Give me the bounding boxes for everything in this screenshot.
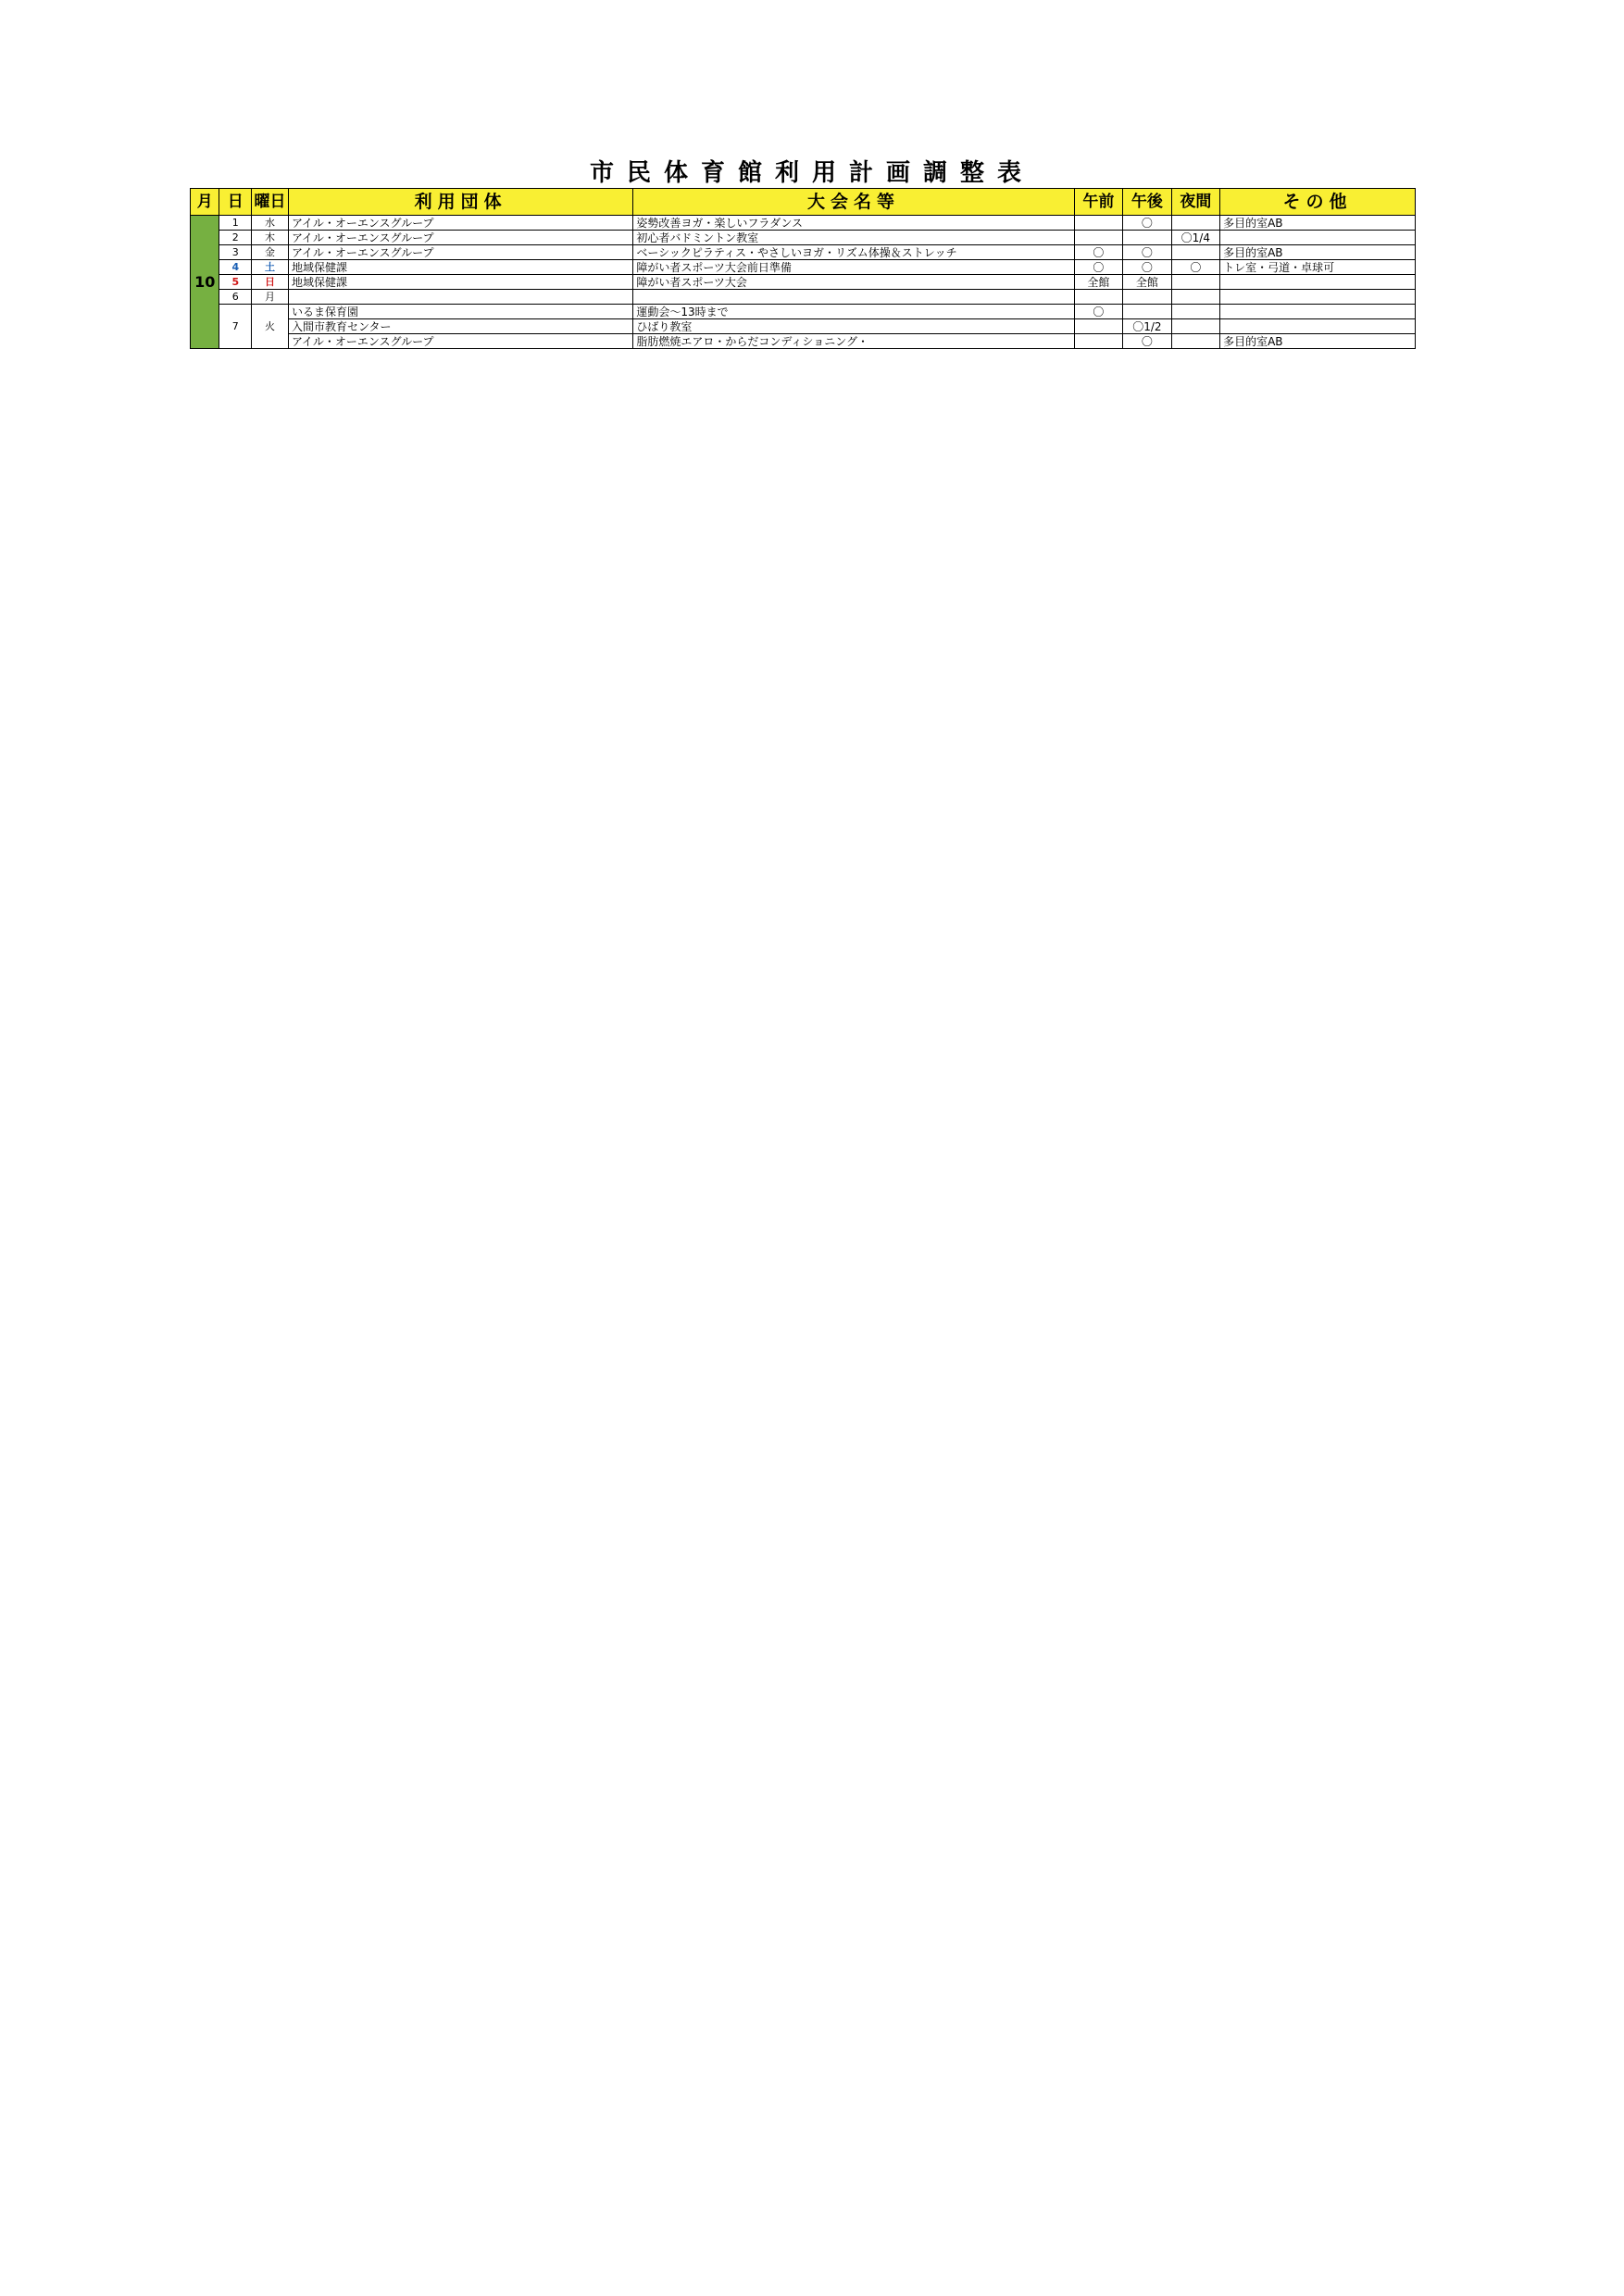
page-title: 市民体育館利用計画調整表 — [589, 159, 1034, 187]
table-row — [191, 216, 1416, 231]
group-cell: 地域保健課 — [288, 275, 632, 290]
am-cell — [1074, 216, 1122, 231]
am-cell: 〇 — [1074, 305, 1122, 319]
pm-cell — [1123, 231, 1171, 245]
pm-cell: 〇 — [1123, 334, 1171, 349]
other-cell: 多目的室AB — [1220, 334, 1416, 349]
day-cell: 4 — [219, 260, 252, 275]
event-cell: 初心者バドミントン教室 — [633, 231, 1074, 245]
event-cell: 運動会～13時まで — [633, 305, 1074, 319]
col-day: 日 — [219, 189, 252, 216]
group-cell: 地域保健課 — [288, 260, 632, 275]
night-cell — [1171, 290, 1219, 305]
col-am: 午前 — [1074, 189, 1122, 216]
night-cell — [1171, 319, 1219, 334]
month-cell: 10 — [191, 216, 219, 349]
day-cell: 2 — [219, 231, 252, 245]
col-other: その他 — [1220, 189, 1416, 216]
col-group: 利用団体 — [288, 189, 632, 216]
pm-cell: 〇 — [1123, 245, 1171, 260]
night-cell: 〇 — [1171, 260, 1219, 275]
group-cell: アイル・オーエンスグループ — [288, 245, 632, 260]
day-cell: 6 — [219, 290, 252, 305]
schedule-table-october — [190, 188, 1416, 349]
table-row — [191, 260, 1416, 275]
event-cell: 障がい者スポーツ大会 — [633, 275, 1074, 290]
table-row — [191, 275, 1416, 290]
day-cell: 7 — [219, 305, 252, 349]
group-cell — [288, 290, 632, 305]
other-cell: トレ室・弓道・卓球可 — [1220, 260, 1416, 275]
night-cell — [1171, 305, 1219, 319]
pm-cell: 全館 — [1123, 275, 1171, 290]
am-cell — [1074, 319, 1122, 334]
day-cell: 5 — [219, 275, 252, 290]
group-cell: いるま保育園 — [288, 305, 632, 319]
night-cell — [1171, 334, 1219, 349]
other-cell — [1220, 231, 1416, 245]
table-row — [191, 319, 1416, 334]
col-night: 夜間 — [1171, 189, 1219, 216]
am-cell — [1074, 290, 1122, 305]
am-cell — [1074, 334, 1122, 349]
night-cell: 〇1/4 — [1171, 231, 1219, 245]
other-cell — [1220, 275, 1416, 290]
night-cell — [1171, 275, 1219, 290]
other-cell — [1220, 290, 1416, 305]
weekday-cell: 土 — [252, 260, 289, 275]
weekday-cell: 金 — [252, 245, 289, 260]
group-cell: アイル・オーエンスグループ — [288, 231, 632, 245]
col-pm: 午後 — [1123, 189, 1171, 216]
col-month: 月 — [191, 189, 219, 216]
am-cell: 全館 — [1074, 275, 1122, 290]
header-row — [191, 189, 1416, 216]
pm-cell: 〇1/2 — [1123, 319, 1171, 334]
weekday-cell: 日 — [252, 275, 289, 290]
other-cell: 多目的室AB — [1220, 216, 1416, 231]
event-cell: 姿勢改善ヨガ・楽しいフラダンス — [633, 216, 1074, 231]
night-cell — [1171, 245, 1219, 260]
weekday-cell: 火 — [252, 305, 289, 349]
group-cell: 入間市教育センター — [288, 319, 632, 334]
day-cell: 1 — [219, 216, 252, 231]
event-cell: ベーシックピラティス・やさしいヨガ・リズム体操＆ストレッチ — [633, 245, 1074, 260]
night-cell — [1171, 216, 1219, 231]
table-row — [191, 305, 1416, 319]
pm-cell: 〇 — [1123, 216, 1171, 231]
event-cell: ひばり教室 — [633, 319, 1074, 334]
pm-cell — [1123, 305, 1171, 319]
weekday-cell: 月 — [252, 290, 289, 305]
other-cell — [1220, 319, 1416, 334]
day-cell: 3 — [219, 245, 252, 260]
group-cell: アイル・オーエンスグループ — [288, 334, 632, 349]
pm-cell: 〇 — [1123, 260, 1171, 275]
other-cell — [1220, 305, 1416, 319]
am-cell — [1074, 231, 1122, 245]
am-cell: 〇 — [1074, 245, 1122, 260]
am-cell: 〇 — [1074, 260, 1122, 275]
table-row — [191, 231, 1416, 245]
col-weekday: 曜日 — [252, 189, 289, 216]
group-cell: アイル・オーエンスグループ — [288, 216, 632, 231]
event-cell — [633, 290, 1074, 305]
event-cell: 脂肪燃焼エアロ・からだコンディショニング・ — [633, 334, 1074, 349]
table-row — [191, 334, 1416, 349]
pm-cell — [1123, 290, 1171, 305]
weekday-cell: 水 — [252, 216, 289, 231]
other-cell: 多目的室AB — [1220, 245, 1416, 260]
event-cell: 障がい者スポーツ大会前日準備 — [633, 260, 1074, 275]
weekday-cell: 木 — [252, 231, 289, 245]
col-event: 大会名等 — [633, 189, 1074, 216]
table-row — [191, 245, 1416, 260]
table-row — [191, 290, 1416, 305]
